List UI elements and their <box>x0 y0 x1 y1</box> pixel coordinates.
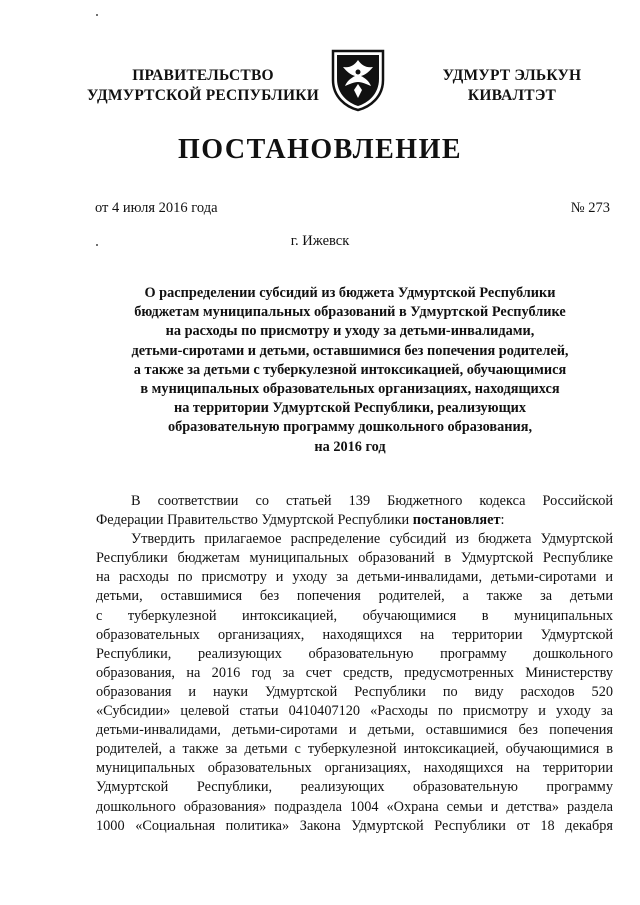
body-line: Удмуртской Республики, реализующих образовательную программу <box>96 779 613 796</box>
subject-line: образовательную программу дошкольного образования, <box>167 419 533 436</box>
government-name-udmurt-line-2: КИВАЛТЭТ <box>467 87 557 104</box>
body-line: Утвердить прилагаемое распределение субсидий из бюджета Удмуртской <box>131 531 613 548</box>
body-line-with-decree <box>96 511 613 530</box>
government-name-udmurt <box>412 66 612 106</box>
subject-line: на территории Удмуртской Республики, реализующих <box>173 400 527 417</box>
body-line: «Субсидии» целевой статьи 0410407120 «Расходы по присмотру и уходу за <box>96 703 613 720</box>
subject-line: на 2016 год <box>314 438 386 455</box>
document-body <box>96 492 613 836</box>
body-line-text: Федерации Правительство Удмуртской Республики <box>96 512 413 529</box>
document-number: № 273 <box>570 200 610 216</box>
body-line: 1000 «Социальная политика» Закона Удмуртской Республики от 18 декабря <box>96 817 613 834</box>
body-line: родителей, а также за детьми с туберкулезной интоксикацией, обучающимися в <box>96 741 613 758</box>
government-name-udmurt-line-1: УДМУРТ ЭЛЬКУН <box>442 67 582 84</box>
document-title: ПОСТАНОВЛЕНИЕ <box>177 134 463 165</box>
government-name-line-2: УДМУРТСКОЙ РЕСПУБЛИКИ <box>87 87 319 104</box>
subject-line: а также за детьми с туберкулезной интоксикацией, обучающимися <box>133 361 567 378</box>
subject-line: бюджетам муниципальных образований в Удмуртской Республике <box>134 304 566 321</box>
body-line: Республики бюджетам муниципальных образований в Удмуртской Республике <box>96 550 613 567</box>
document-date: от 4 июля 2016 года <box>95 200 218 216</box>
body-line: дошкольного образования» подраздела 1004 «Охрана семьи и детства» раздела <box>96 798 613 815</box>
document-subject <box>60 284 640 457</box>
decree-keyword: постановляет <box>412 512 501 529</box>
body-line: образования и науки Удмуртской Республики по виду расходов 520 <box>96 683 613 700</box>
body-line: детьми-инвалидами, детьми-сиротами и детьми, оставшимися без попечения <box>96 722 613 739</box>
body-line: образовательных организациях, находящихся на территории Удмуртской <box>96 626 613 643</box>
government-name-line-1: ПРАВИТЕЛЬСТВО <box>132 67 274 84</box>
body-line: Республики, реализующих образовательную программу дошкольного <box>96 645 613 662</box>
body-line-colon: : <box>500 512 505 529</box>
body-line: на расходы по присмотру и уходу за детьми-инвалидами, детьми-сиротами и <box>96 569 613 586</box>
subject-line: детьми-сиротами и детьми, оставшимися без попечения родителей, <box>131 342 569 359</box>
scan-speck <box>96 14 98 16</box>
body-line: детьми, оставшимися без попечения родителей, а также за детьми <box>96 588 613 605</box>
subject-line: О распределении субсидий из бюджета Удмуртской Республики <box>144 285 556 301</box>
subject-line: в муниципальных образовательных организациях, находящихся <box>140 381 560 398</box>
udmurt-coat-of-arms-icon <box>329 48 387 112</box>
government-name-russian <box>78 66 328 106</box>
body-line: образования, на 2016 год за счет средств, предусмотренных Министерству <box>96 664 613 681</box>
document-city: г. Ижевск <box>290 233 350 249</box>
body-line: В соответствии со статьей 139 Бюджетного кодекса Российской <box>131 493 613 509</box>
subject-line: на расходы по присмотру и уходу за детьми-инвалидами, <box>165 323 535 340</box>
body-line: с туберкулезной интоксикацией, обучающимися в муниципальных <box>96 607 613 624</box>
body-line: муниципальных образовательных организациях, находящихся на территории <box>96 760 613 777</box>
